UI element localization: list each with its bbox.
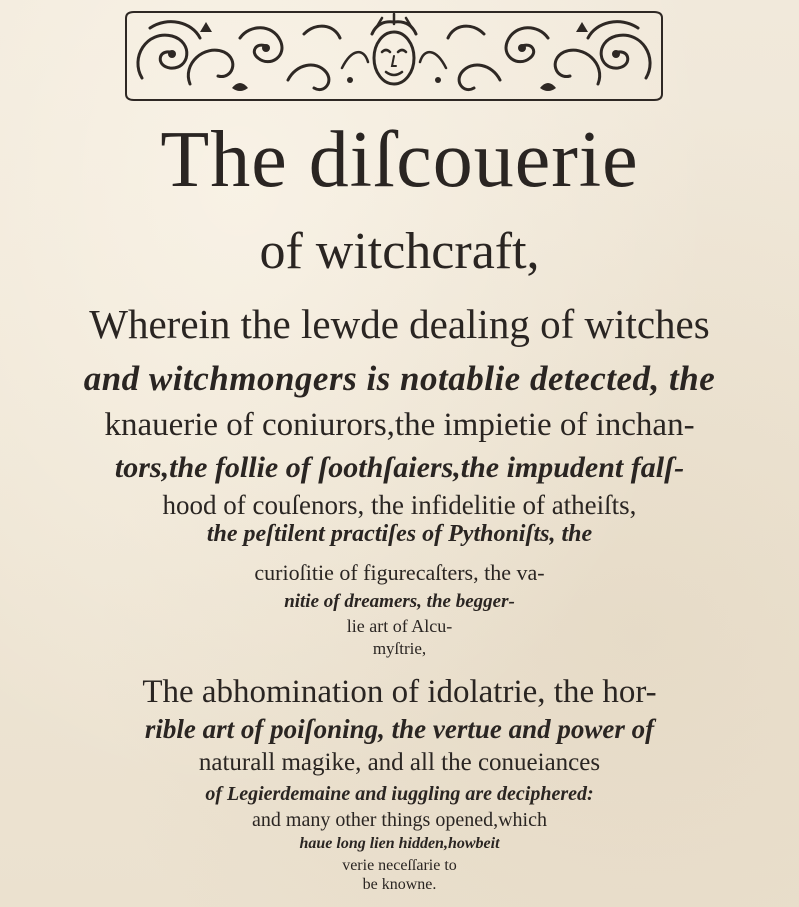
body-line: verie neceſſarie to — [342, 857, 457, 874]
body-line: rible art of poiſoning, the vertue and power of — [144, 714, 655, 744]
title-line-1: The diſcouerie — [160, 116, 639, 204]
body-line: lie art of Alcu- — [346, 616, 453, 636]
body-line: be knowne. — [362, 876, 437, 893]
body-line: Wherein the lewde dealing of witches — [89, 301, 710, 347]
body-line: curioſitie of figurecaſters, the va- — [254, 560, 545, 585]
body-line: and many other things opened,which — [252, 809, 547, 831]
body-line: hood of couſenors, the infidelitie of atheiſts, — [162, 490, 637, 520]
printers-ornament-headpiece-icon — [120, 8, 668, 104]
body-line: tors,the follie of ſoothſaiers,the impudent falſ- — [114, 451, 685, 484]
body-line: myſtrie, — [372, 639, 427, 658]
body-line: haue long lien hidden,howbeit — [299, 835, 500, 852]
body-line: The abhomination of idolatrie, the hor- — [142, 674, 657, 710]
body-line: the peſtilent practiſes of Pythoniſts, the — [206, 521, 593, 547]
body-line: knauerie of coniurors,the impietie of inchan- — [104, 407, 695, 443]
body-line: nitie of dreamers, the begger- — [284, 591, 515, 612]
title-line-2: of witchcraft, — [259, 223, 540, 280]
body-line: of Legierdemaine and iuggling are deciphered: — [205, 783, 594, 805]
body-line: and witchmongers is notablie detected, the — [83, 359, 716, 398]
body-line: naturall magike, and all the conueiances — [198, 749, 601, 776]
